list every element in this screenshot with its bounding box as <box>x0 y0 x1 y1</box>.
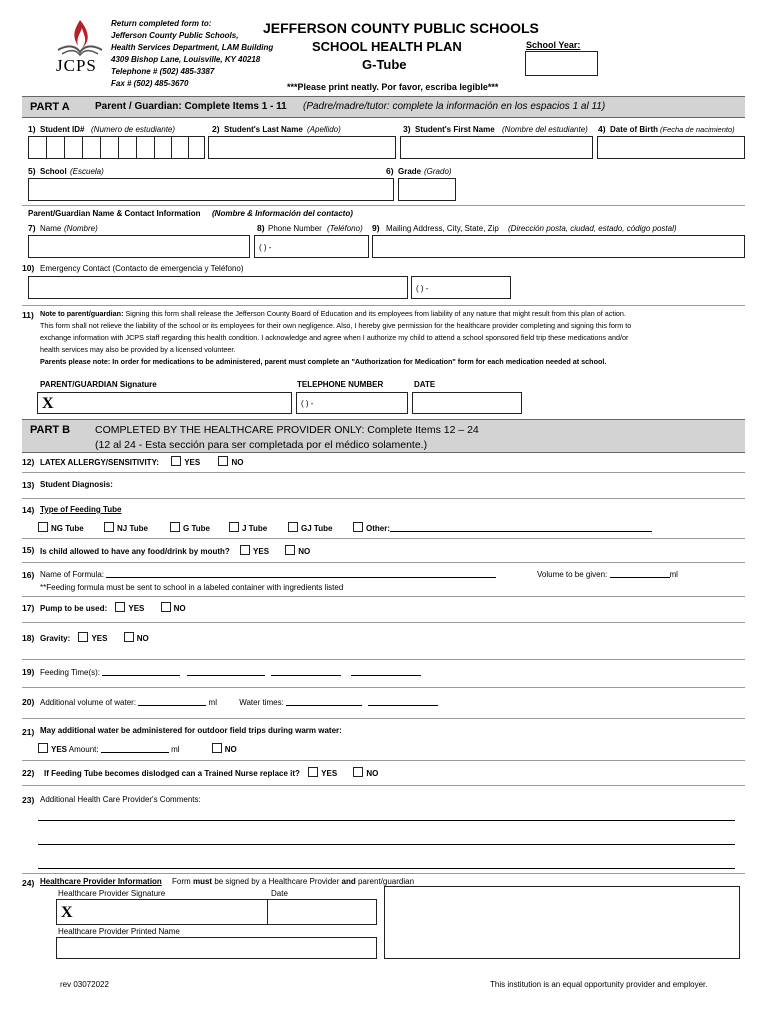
q19 <box>40 668 421 677</box>
item-number: 24) <box>22 878 35 888</box>
item-number: 18) <box>22 633 35 643</box>
feeding-time-field[interactable] <box>187 668 265 676</box>
formula-label: Name of Formula: <box>40 570 105 579</box>
equal-opportunity: This institution is an equal opportunity provider and employer. <box>490 980 708 989</box>
item-number: 4) <box>598 124 606 134</box>
item-number: 21) <box>22 727 35 737</box>
q24-text-2: be signed by a Healthcare Provider <box>214 877 340 886</box>
no-label: NO <box>136 634 149 643</box>
medical-stamp-field[interactable] <box>384 886 740 959</box>
signature-label: PARENT/GUARDIAN Signature <box>40 380 157 389</box>
date-label: DATE <box>414 380 436 389</box>
yes-label: YES <box>184 458 201 467</box>
q17 <box>40 602 186 613</box>
item-number: 16) <box>22 570 35 580</box>
water-volume-field[interactable] <box>138 698 206 706</box>
yes-label: YES <box>321 769 338 778</box>
last-name-field[interactable] <box>208 136 396 159</box>
grade-label-es: (Grado) <box>424 167 452 176</box>
tube-other[interactable] <box>353 522 652 533</box>
form-title-2: SCHOOL HEALTH PLAN <box>312 39 462 54</box>
item-number: 8) <box>257 223 265 233</box>
emergency-contact-label: Emergency Contact (Contacto de emergencia y Teléfono) <box>40 264 244 273</box>
no-label: NO <box>173 604 186 613</box>
amount-label: Amount: <box>68 745 99 754</box>
tube-label: NG Tube <box>51 524 84 533</box>
item-number: 20) <box>22 697 35 707</box>
ml-unit: ml <box>171 745 180 754</box>
fieldtrip-yes-checkbox[interactable] <box>38 743 48 753</box>
volume-label: Volume to be given: <box>537 570 608 579</box>
address-line-2: Health Services Department, LAM Building <box>111 43 274 52</box>
latex-label: LATEX ALLERGY/SENSITIVITY: <box>40 458 159 467</box>
yes-label: YES <box>128 604 145 613</box>
school-label: School <box>40 167 67 176</box>
q24-and: and <box>341 877 356 886</box>
item-number: 2) <box>212 124 220 134</box>
name-label-es: (Nombre) <box>64 224 98 233</box>
amount-field[interactable] <box>101 745 169 753</box>
pump-no-checkbox[interactable] <box>161 602 171 612</box>
provider-info-label: Healthcare Provider Information <box>40 877 162 886</box>
provider-signature-label: Healthcare Provider Signature <box>58 889 166 898</box>
first-name-label-es: (Nombre del estudiante) <box>502 125 588 134</box>
mailing-address-field[interactable] <box>372 235 745 258</box>
water-volume-label: Additional volume of water: <box>40 698 137 707</box>
note-bold: Parents please note: In order for medications to be administered, parent must complete an "Authorization for Medication" form for each medication needed at school. <box>40 357 607 366</box>
tube-label: GJ Tube <box>301 524 333 533</box>
yes-label: YES <box>253 547 270 556</box>
tube-nj[interactable] <box>104 522 148 533</box>
guardian-name-field[interactable] <box>28 235 250 258</box>
phone-mask: ( ) - <box>301 399 314 408</box>
note-text-4: health services may also be provided by a licensed volunteer. <box>40 345 236 354</box>
checkbox[interactable] <box>170 522 180 532</box>
fax: Fax # (502) 485-3670 <box>111 79 189 88</box>
note-label: Note to parent/guardian: <box>40 309 124 318</box>
part-a-header <box>22 96 745 118</box>
phone-label: Phone Number <box>268 224 322 233</box>
part-a-title-es: (Padre/madre/tutor: complete la información en los espacios 1 al 11) <box>303 101 606 112</box>
water-times-label: Water times: <box>239 698 284 707</box>
item-number: 7) <box>28 223 36 233</box>
jcps-logo <box>52 18 108 76</box>
gravity-label: Gravity: <box>40 634 71 643</box>
logo-text: JCPS <box>56 56 97 75</box>
revision: rev 03072022 <box>60 980 109 989</box>
phone-mask: ( ) - <box>259 243 272 252</box>
phone-label-es: (Teléfono) <box>327 224 363 233</box>
print-note: ***Please print neatly. Por favor, escriba legible*** <box>287 82 499 92</box>
note-line-1 <box>40 309 626 318</box>
latex-yes-checkbox[interactable] <box>171 456 181 466</box>
address-line-1: Jefferson County Public Schools, <box>111 31 239 40</box>
address-label-es: (Dirección posta, ciudad, estado, código postal) <box>508 224 677 233</box>
form-title-3: G-Tube <box>362 57 407 72</box>
checkbox[interactable] <box>104 522 114 532</box>
telephone-label: TELEPHONE NUMBER <box>297 380 384 389</box>
feeding-time-field[interactable] <box>102 668 180 676</box>
item-number: 9) <box>372 223 380 233</box>
provider-date-label: Date <box>271 889 288 898</box>
flame-icon <box>52 18 108 58</box>
tube-label: J Tube <box>242 524 268 533</box>
school-field[interactable] <box>28 178 394 201</box>
note-text-2: This form shall not relieve the liability of the school or its employees for their own negligence. Also, I hereby give permission for the healthcare provider completing and signing this form to <box>40 321 632 330</box>
note-text-3: exchange information with JCPS staff regarding this health condition. I acknowledge and agree when I authorize my child to attend a school sponsored field trip these medications and/or <box>40 333 629 342</box>
q16 <box>40 570 496 579</box>
nurse-no-checkbox[interactable] <box>353 767 363 777</box>
pump-label: Pump to be used: <box>40 604 108 613</box>
first-name-label: Student's First Name <box>415 125 495 134</box>
dislodged-label: If Feeding Tube becomes dislodged can a Trained Nurse replace it? <box>44 769 300 778</box>
item-number: 10) <box>22 263 35 273</box>
no-label: NO <box>298 547 311 556</box>
comment-line[interactable] <box>38 844 735 845</box>
school-year-label: School Year: <box>526 40 581 50</box>
q15 <box>40 545 310 556</box>
item-number: 15) <box>22 545 35 555</box>
water-time-field[interactable] <box>286 698 362 706</box>
part-b-title-1: COMPLETED BY THE HEALTHCARE PROVIDER ONLY: Complete Items 12 – 24 <box>95 424 479 436</box>
ml-unit: ml <box>669 570 678 579</box>
part-a-label: PART A <box>30 101 70 113</box>
yes-label: YES <box>51 745 68 754</box>
item-number: 22) <box>22 768 35 778</box>
last-name-label-es: (Apellido) <box>307 125 341 134</box>
student-id-label: Student ID# <box>40 125 85 134</box>
grade-field[interactable] <box>398 178 456 201</box>
item-number: 5) <box>28 166 36 176</box>
no-label: NO <box>224 745 237 754</box>
form-title-1: JEFFERSON COUNTY PUBLIC SCHOOLS <box>263 20 539 36</box>
comment-line[interactable] <box>38 820 735 821</box>
yes-label: YES <box>91 634 108 643</box>
mouth-yes-checkbox[interactable] <box>240 545 250 555</box>
feeding-time-field[interactable] <box>271 668 341 676</box>
q24-must: must <box>192 877 213 886</box>
dob-label: Date of Birth <box>610 125 658 134</box>
q18 <box>40 632 149 643</box>
item-number: 6) <box>386 166 394 176</box>
q12 <box>40 456 243 467</box>
part-b-header <box>22 419 745 453</box>
item-number: 19) <box>22 667 35 677</box>
guardian-signature-field[interactable] <box>37 392 292 414</box>
item-number: 17) <box>22 603 35 613</box>
tube-label: Other: <box>366 524 390 533</box>
guardian-phone-field[interactable] <box>254 235 369 258</box>
return-to: Return completed form to: <box>111 19 212 28</box>
latex-no-checkbox[interactable] <box>218 456 228 466</box>
q24 <box>40 877 414 886</box>
address-label: Mailing Address, City, State, Zip <box>386 224 499 233</box>
item-number: 13) <box>22 480 35 490</box>
water-time-field[interactable] <box>368 698 438 706</box>
q21-options <box>38 743 237 754</box>
note-text-1: Signing this form shall release the Jefferson County Board of Education and its employees from liability of any nature that might result from this plan of action. <box>125 309 626 318</box>
provider-signature-field[interactable] <box>56 899 377 925</box>
first-name-field[interactable] <box>400 136 593 159</box>
phone-mask: ( ) - <box>416 284 429 293</box>
contact-heading-es: (Nombre & Información del contacto) <box>212 209 353 218</box>
part-b-label: PART B <box>30 424 71 436</box>
checkbox[interactable] <box>229 522 239 532</box>
item-number: 23) <box>22 795 35 805</box>
dob-field[interactable] <box>597 136 745 159</box>
item-number: 1) <box>28 124 36 134</box>
student-id-field[interactable] <box>28 136 205 159</box>
tube-gj[interactable] <box>288 522 332 533</box>
provider-name-label: Healthcare Provider Printed Name <box>58 927 180 936</box>
feeding-times-label: Feeding Time(s): <box>40 668 101 677</box>
comment-line[interactable] <box>38 868 735 869</box>
volume-field[interactable] <box>610 570 670 578</box>
tube-g[interactable] <box>170 522 210 533</box>
x-mark: X <box>61 904 73 921</box>
school-label-es: (Escuela) <box>70 167 104 176</box>
emergency-phone-field[interactable] <box>411 276 511 299</box>
address-line-3: 4309 Bishop Lane, Louisville, KY 40218 <box>111 55 261 64</box>
item-number: 12) <box>22 457 35 467</box>
tube-ng[interactable] <box>38 522 84 533</box>
contact-heading: Parent/Guardian Name & Contact Information <box>28 209 201 218</box>
formula-note: **Feeding formula must be sent to school in a labeled container with ingredients listed <box>40 583 344 592</box>
volume <box>537 570 678 579</box>
ml-unit: ml <box>208 698 217 707</box>
formula-field[interactable] <box>106 570 496 578</box>
q20 <box>40 698 438 707</box>
provider-name-field[interactable] <box>56 937 377 959</box>
x-mark: X <box>42 395 54 412</box>
last-name-label: Student's Last Name <box>224 125 303 134</box>
q24-text-3: parent/guardian <box>357 877 415 886</box>
pump-yes-checkbox[interactable] <box>115 602 125 612</box>
gravity-yes-checkbox[interactable] <box>78 632 88 642</box>
part-b-title-2: (12 al 24 - Esta sección para ser completada por el médico solamente.) <box>95 439 428 451</box>
checkbox[interactable] <box>38 522 48 532</box>
checkbox[interactable] <box>288 522 298 532</box>
grade-label: Grade <box>398 167 422 176</box>
school-year-field[interactable] <box>525 51 598 76</box>
telephone: Telephone # (502) 485-3387 <box>111 67 215 76</box>
field-trip-label: May additional water be administered for outdoor field trips during warm water: <box>40 726 342 735</box>
feeding-time-field[interactable] <box>351 668 421 676</box>
signature-date-field[interactable] <box>412 392 522 414</box>
mouth-label: Is child allowed to have any food/drink by mouth? <box>40 547 230 556</box>
signature-phone-field[interactable] <box>296 392 408 414</box>
fieldtrip-no-checkbox[interactable] <box>212 743 222 753</box>
mouth-no-checkbox[interactable] <box>285 545 295 555</box>
item-number: 11) <box>22 310 34 320</box>
part-a-title: Parent / Guardian: Complete Items 1 - 11 <box>95 101 287 112</box>
q22 <box>44 767 378 778</box>
emergency-contact-field[interactable] <box>28 276 408 299</box>
no-label: NO <box>366 769 379 778</box>
q24-text: Form <box>172 877 191 886</box>
gravity-no-checkbox[interactable] <box>124 632 134 642</box>
tube-type-label: Type of Feeding Tube <box>40 505 122 514</box>
tube-label: G Tube <box>183 524 210 533</box>
item-number: 14) <box>22 505 35 515</box>
diagnosis-label: Student Diagnosis: <box>40 480 113 489</box>
dob-label-es: (Fecha de nacimiento) <box>660 125 735 134</box>
student-id-label-es: (Numero de estudiante) <box>91 125 176 134</box>
name-label: Name <box>40 224 62 233</box>
tube-j[interactable] <box>229 522 267 533</box>
comments-label: Additional Health Care Provider's Comments: <box>40 795 201 804</box>
checkbox[interactable] <box>353 522 363 532</box>
nurse-yes-checkbox[interactable] <box>308 767 318 777</box>
no-label: NO <box>231 458 244 467</box>
tube-label: NJ Tube <box>117 524 148 533</box>
item-number: 3) <box>403 124 411 134</box>
